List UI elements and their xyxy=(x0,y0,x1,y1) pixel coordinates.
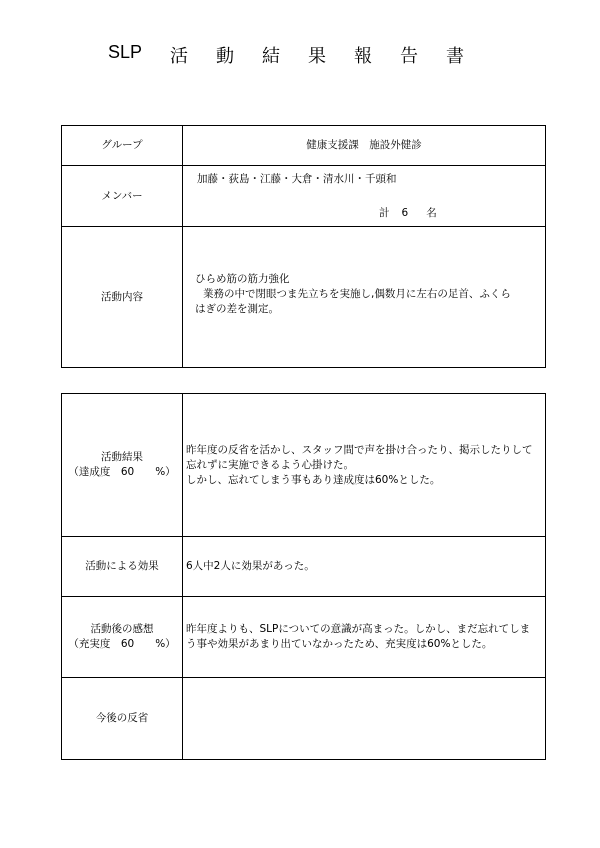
activity-line: はぎの差を測定。 xyxy=(195,303,279,315)
member-count-prefix: 計 xyxy=(379,207,390,219)
effect-label: 活動による効果 xyxy=(62,537,183,597)
group-info-table xyxy=(61,125,546,368)
impression-label-cell xyxy=(62,597,183,678)
title-char: 動 xyxy=(216,46,235,66)
member-names: 加藤・荻島・江藤・大倉・清水川・千頭和 xyxy=(197,173,397,185)
result-achievement-label: （達成度 60 %） xyxy=(68,466,176,478)
members-label: メンバー xyxy=(62,166,183,227)
activity-line: ひらめ筋の筋力強化 xyxy=(195,273,290,285)
member-count-unit: 名 xyxy=(426,207,437,219)
impression-row xyxy=(62,597,546,678)
title-char: 結 xyxy=(262,46,281,66)
impression-line: う事や効果があまり出ていなかったため、充実度は60%とした。 xyxy=(186,638,493,650)
result-text xyxy=(183,443,545,488)
page-title xyxy=(108,42,464,68)
reflection-cell xyxy=(183,678,546,760)
result-line: 昨年度の反省を活かし、スタッフ間で声を掛け合ったり、掲示したりして xyxy=(186,443,533,456)
effect-text: 6人中2人に効果があった。 xyxy=(186,560,315,572)
result-line: 忘れずに実施できるよう心掛けた。 xyxy=(186,458,354,471)
activity-row xyxy=(62,227,546,368)
impression-cell xyxy=(183,597,546,678)
reflection-label: 今後の反省 xyxy=(62,678,183,760)
reflection-row xyxy=(62,678,546,760)
group-value: 健康支援課 施設外健診 xyxy=(183,126,546,166)
title-char: 告 xyxy=(400,46,419,66)
activity-line: 業務の中で閉眼つま先立ちを実施し,偶数月に左右の足首、ふくら xyxy=(203,288,511,300)
activity-cell xyxy=(183,227,546,368)
effect-cell xyxy=(183,537,546,597)
result-line: しかし、忘れてしまう事もあり達成度は60%とした。 xyxy=(186,473,441,486)
impression-text xyxy=(183,622,545,652)
impression-label: 活動後の感想 xyxy=(90,623,154,635)
results-table xyxy=(61,393,546,760)
members-cell xyxy=(183,166,546,227)
result-label-cell xyxy=(62,394,183,537)
group-row xyxy=(62,126,546,166)
activity-label: 活動内容 xyxy=(62,227,183,368)
title-char: 活 xyxy=(170,46,189,66)
result-cell xyxy=(183,394,546,537)
activity-text xyxy=(195,272,539,317)
member-count xyxy=(379,206,437,221)
member-count-value: 6 xyxy=(401,207,409,219)
title-char: 果 xyxy=(308,46,327,66)
title-slp: SLP xyxy=(108,42,143,62)
result-label: 活動結果 xyxy=(101,451,143,463)
effect-row xyxy=(62,537,546,597)
title-char: 報 xyxy=(354,46,373,66)
title-char: 書 xyxy=(446,46,465,66)
members-row xyxy=(62,166,546,227)
group-label: グループ xyxy=(62,126,183,166)
result-row xyxy=(62,394,546,537)
impression-line: 昨年度よりも、SLPについての意識が高まった。しかし、まだ忘れてしま xyxy=(186,623,531,635)
impression-satisfaction-label: （充実度 60 %） xyxy=(68,638,176,650)
